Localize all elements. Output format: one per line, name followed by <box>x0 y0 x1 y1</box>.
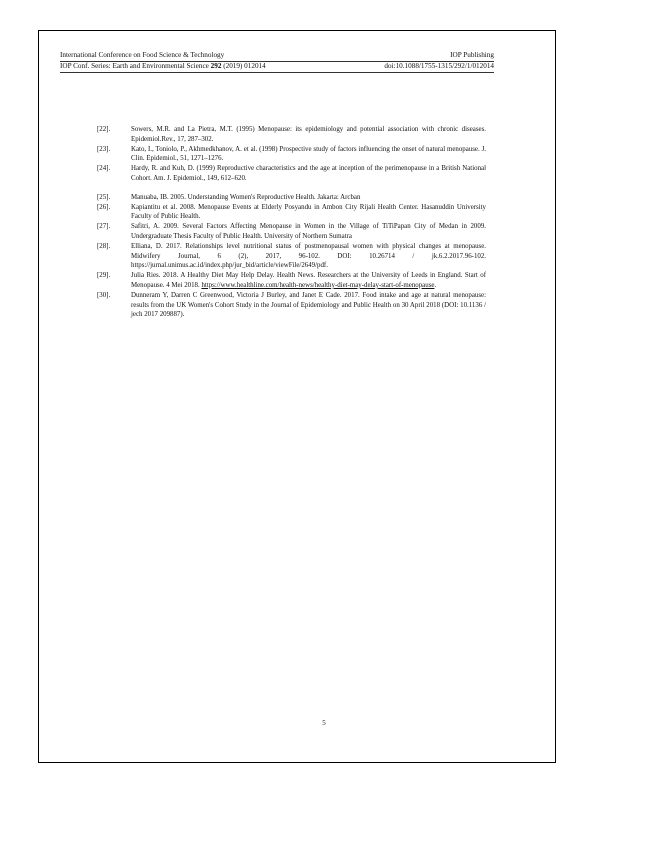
volume-number: 292 <box>210 62 222 70</box>
reference-link[interactable]: https://www.healthline.com/health-news/healthy-diet-may-delay-start-of-menopause <box>201 281 435 289</box>
reference-number: [25]. <box>97 193 111 201</box>
conference-name: International Conference on Food Science & Technology <box>60 51 225 59</box>
doi: doi:10.1088/1755-1315/292/1/012014 <box>384 62 494 70</box>
reference-text: Sowers, M.R. and La Pietra, M.T. (1995) Menopause: its epidemiology and potential association with chronic diseases. Epidemiol.Rev., 17, 287–302. <box>131 126 486 143</box>
running-header-bottom <box>60 63 494 70</box>
reference-text: Kato, I., Toniolo, P., Akhmedkhanov, A. et al. (1998) Prospective study of factors influencing the onset of natural menopause. J. Clin. Epidemiol., 51, 1271–1276. <box>131 145 486 163</box>
reference-item <box>97 193 486 203</box>
reference-text: Safitri, A. 2009. Several Factors Affecting Menopause in Women in the Village of TiTiPapan City of Medan in 2009. Undergraduate Thesis Faculty of Public Health. University of Northern Sumatra <box>131 223 486 240</box>
reference-item <box>97 164 486 184</box>
reference-list <box>97 125 486 320</box>
reference-item <box>97 203 486 223</box>
reference-number: [29]. <box>97 272 111 280</box>
series-suffix: (2019) 012014 <box>221 62 266 70</box>
reference-text <box>97 271 486 291</box>
series-citation <box>60 63 266 70</box>
series-prefix: IOP Conf. Series: Earth and Environmental Science <box>60 62 211 70</box>
reference-text: Hardy, R. and Kuh, D. (1999) Reproductive characteristics and the age at inception of the perimenopause in a British National Cohort. Am. J. Epidemiol., 149, 612–620. <box>131 165 486 182</box>
reference-item <box>97 125 486 145</box>
reference-number: [26]. <box>97 203 111 211</box>
reference-text-end: . <box>434 281 437 289</box>
page-number: 5 <box>322 719 326 727</box>
reference-text: Kapiantitu et al. 2008. Menopause Events at Elderly Posyandu in Ambon City Rijali Health Center. Hasanuddin University Faculty of Public Health. <box>131 203 486 221</box>
reference-text-main: Julia Ries. 2018. A Healthy Diet May Help Delay. Health News. Researchers at the University of Leeds in England. Start of Menopause. 4 Mei 2018. <box>131 272 486 289</box>
reference-text: Dunneram Y, Darren C Greenwood, Victoria J Burley, and Janet E Cade. 2017. Food intake and age at natural menopause: results from the UK Women's Cohort Study in the Journal of Epidemiology and Public Health on 30 April 2018 (DOI: 10.1136 / jech 2017 209887). <box>131 291 486 319</box>
reference-number: [30]. <box>97 291 111 299</box>
reference-item <box>97 291 486 320</box>
reference-item <box>97 145 486 165</box>
reference-item <box>97 222 486 242</box>
running-header-top <box>60 52 494 59</box>
reference-number: [27]. <box>97 223 111 231</box>
reference-number: [22]. <box>97 126 111 133</box>
reference-number: [24]. <box>97 165 111 173</box>
reference-item <box>97 271 486 291</box>
reference-text: Elliana, D. 2017. Relationships level nutritional status of postmenopausal women with physical changes at menopause. Midwifery Journal, 6 (2), 2017, 96-102. DOI: 10.26714 / jk.6.2.2017.96-102. https://jurnal.unimus.ac.id/index.php/jur_bid/article/viewFile/2649/pdf. <box>131 242 486 270</box>
reference-text: Manuaba, IB. 2005. Understanding Women's Reproductive Health. Jakarta: Arcban <box>131 193 361 201</box>
publisher-name: IOP Publishing <box>450 51 494 59</box>
reference-number: [23]. <box>97 145 111 153</box>
reference-item <box>97 242 486 271</box>
reference-number: [28]. <box>97 242 111 250</box>
header-rule-2 <box>60 72 494 73</box>
